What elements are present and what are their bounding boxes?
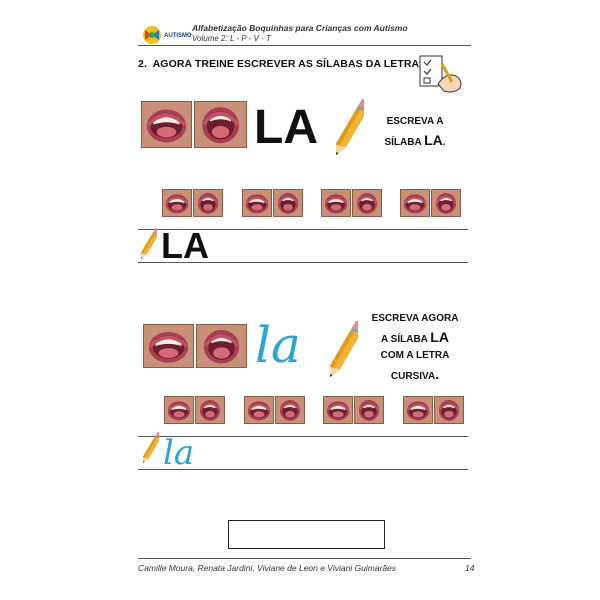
mouth-photo-small [162,189,192,217]
pencil-icon [336,96,364,164]
mouth-photo-l [143,324,194,368]
prompt-line-2: A SÍLABA LA [381,328,449,345]
mouth-photo-l [141,101,192,148]
mouth-photo-small [352,189,382,217]
mouth-photo-small [275,396,305,424]
instruction [138,54,434,71]
mouth-photo-small [242,189,272,217]
pencil-icon [330,318,358,386]
mouth-photo-small [244,396,274,424]
mouth-photo-small [400,189,430,217]
prompt-line-3: COM A LETRA [380,350,450,362]
mouth-photo-small [193,189,223,217]
trace-la-cursive: la [163,433,195,473]
instruction-number: 2. [138,58,147,70]
mouth-photo-small [323,396,353,424]
syllable-la-cursive: la [255,316,301,374]
book-volume: Volume 2: L - P - V - T [192,34,271,43]
answer-box[interactable] [228,520,385,549]
pencil-icon [143,430,159,468]
mouth-photo-small [195,396,225,424]
mouth-photo-small [354,396,384,424]
autism-logo-icon [140,24,164,46]
page-number: 14 [465,563,475,573]
mouth-photo-small [273,189,303,217]
prompt-line-1: ESCREVA A [386,116,444,127]
mouth-photo-small [434,396,464,424]
footer-rule [138,558,471,559]
header-rule [138,45,471,46]
logo-label: AUTISMO [164,33,192,39]
mouth-photo-small [431,189,461,217]
prompt-line-2: SÍLABA LA. [384,131,446,148]
book-title: Alfabetização Boquinhas para Crianças com Autismo [192,23,408,33]
mouth-photo-a [196,324,247,368]
prompt-write-la-cursive [360,311,470,385]
trace-la-print: LA [161,225,209,266]
mouth-photo-small [164,396,194,424]
prompt-line-4: CURSIVA. [390,365,440,382]
prompt-line-1: ESCREVA AGORA [371,313,459,324]
pencil-icon [141,226,157,264]
prompt-write-la [370,114,460,151]
mouth-photo-a [194,101,247,148]
instruction-text: AGORA TREINE ESCREVER AS SÍLABAS DA LETRA [152,58,419,70]
mouth-photo-small [403,396,433,424]
mouth-photo-small [321,189,351,217]
footer-authors: Camille Moura, Renata Jardini, Viviane de Leon e Viviani Guimarães [138,563,397,573]
syllable-la-print: LA [254,101,318,154]
writing-hand-icon [418,54,464,94]
